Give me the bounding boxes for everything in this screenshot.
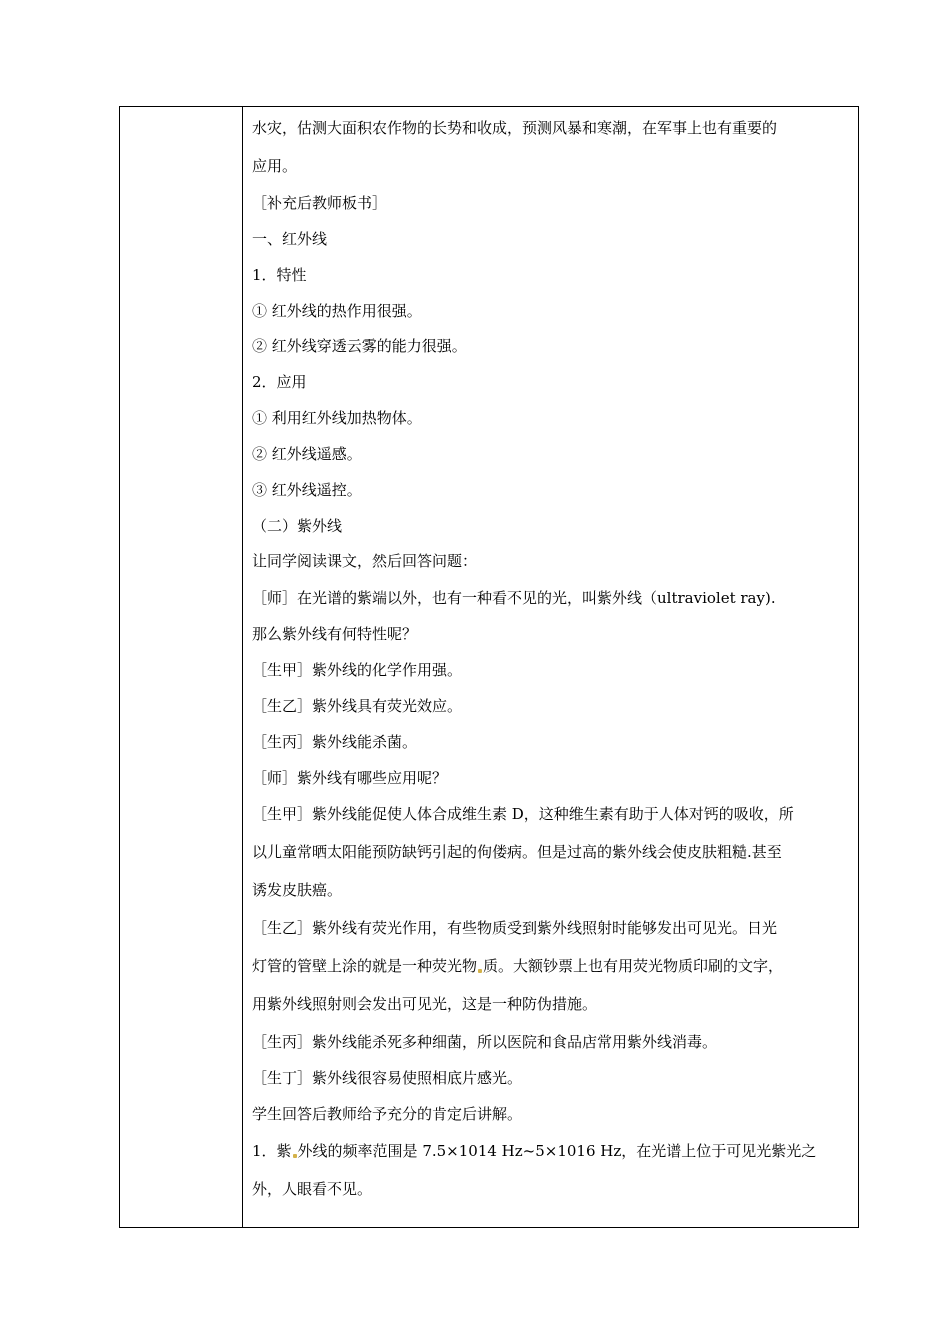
dialogue-line: 以儿童常晒太阳能预防缺钙引起的佝偻病。但是过高的紫外线会使皮肤粗糙.甚至	[252, 843, 782, 861]
lesson-table	[119, 106, 859, 1228]
edit-mark-icon	[293, 1154, 297, 1158]
list-item: ② 红外线穿透云雾的能力很强。	[252, 337, 467, 355]
dialogue-line	[252, 956, 783, 976]
text-line: 学生回答后教师给予充分的肯定后讲解。	[252, 1105, 523, 1123]
dialogue-line: ［生丙］紫外线能杀死多种细菌，所以医院和食品店常用紫外线消毒。	[252, 1033, 718, 1051]
text-line: 让同学阅读课文，然后回答问题：	[252, 552, 478, 570]
list-item: ③ 红外线遥控。	[252, 481, 362, 499]
table-left-cell	[120, 107, 243, 1227]
text-segment: 1．紫	[252, 1142, 292, 1160]
dialogue-line: ［生丁］紫外线很容易使照相底片感光。	[252, 1069, 523, 1087]
text-line: 应用。	[252, 157, 298, 175]
list-item: ① 红外线的热作用很强。	[252, 302, 422, 320]
text-segment: 灯管的管壁上涂的就是一种荧光物	[252, 957, 478, 975]
list-item: ② 红外线遥感。	[252, 445, 362, 463]
dialogue-line: 那么紫外线有何特性呢？	[252, 625, 418, 643]
section-heading: ［补充后教师板书］	[252, 194, 388, 212]
section-heading: （二）紫外线	[252, 517, 343, 535]
subsection-heading: 2．应用	[252, 373, 307, 391]
dialogue-line: 用紫外线照射则会发出可见光，这是一种防伪措施。	[252, 995, 598, 1013]
dialogue-line: ［师］在光谱的紫端以外，也有一种看不见的光，叫紫外线（ultraviolet ray).	[252, 589, 776, 607]
section-heading: 一、红外线	[252, 230, 328, 248]
text-line: 水灾，估测大面积农作物的长势和收成，预测风暴和寒潮，在军事上也有重要的	[252, 119, 778, 137]
text-line	[252, 1141, 816, 1161]
text-segment: 质。大额钞票上也有用荧光物质印刷的文字，	[483, 957, 784, 975]
list-item: ① 利用红外线加热物体。	[252, 409, 422, 427]
dialogue-line: ［师］紫外线有哪些应用呢？	[252, 769, 448, 787]
text-segment: 外线的频率范围是 7.5×1014 Hz~5×1016 Hz，在光谱上位于可见光紫光之	[297, 1142, 817, 1160]
dialogue-line: ［生甲］紫外线能促使人体合成维生素 D，这种维生素有助于人体对钙的吸收，所	[252, 805, 794, 823]
edit-mark-icon	[478, 969, 482, 973]
dialogue-line: 诱发皮肤癌。	[252, 881, 343, 899]
subsection-heading: 1．特性	[252, 266, 307, 284]
text-line: 外，人眼看不见。	[252, 1180, 373, 1198]
dialogue-line: ［生乙］紫外线有荧光作用，有些物质受到紫外线照射时能够发出可见光。日光	[252, 919, 778, 937]
dialogue-line: ［生甲］紫外线的化学作用强。	[252, 661, 463, 679]
table-content-cell	[252, 107, 852, 1227]
dialogue-line: ［生丙］紫外线能杀菌。	[252, 733, 418, 751]
dialogue-line: ［生乙］紫外线具有荧光效应。	[252, 697, 463, 715]
